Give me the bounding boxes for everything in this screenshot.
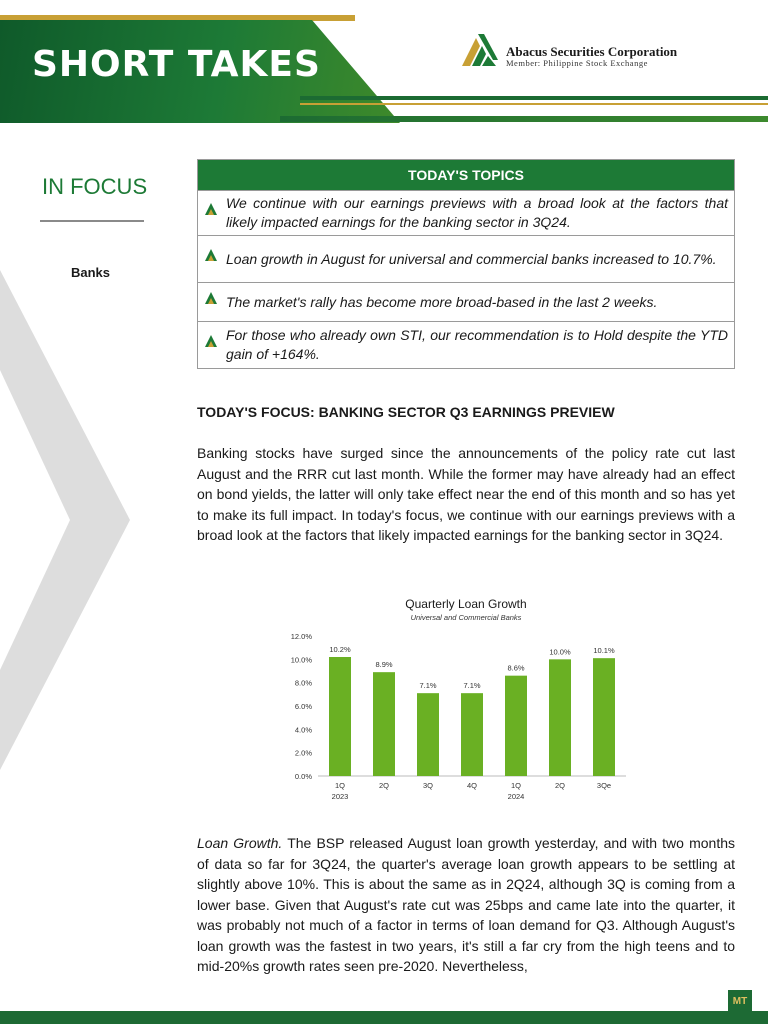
x-year-label: 2023: [331, 792, 349, 801]
topic-text: The market's rally has become more broad-based in the last 2 weeks.: [226, 293, 658, 310]
bar: [417, 693, 439, 776]
bullet-icon: [204, 334, 218, 348]
footer-logo: MT: [728, 990, 752, 1014]
sidebar-topic: Banks: [71, 265, 111, 280]
x-tick-label: 2Q: [554, 781, 566, 790]
section-heading: IN FOCUS: [42, 174, 148, 199]
y-tick-label: 10.0%: [290, 655, 312, 665]
company-name: Abacus Securities Corporation: [506, 44, 678, 59]
header-rule-gold: [300, 103, 768, 105]
data-label: 10.2%: [329, 645, 351, 654]
topic-item: [198, 190, 734, 235]
data-label: 10.0%: [549, 647, 571, 657]
bar: [329, 657, 351, 776]
focus-heading: TODAY'S FOCUS: BANKING SECTOR Q3 EARNINGS PREVIEW: [197, 404, 615, 420]
bullet-icon: [204, 248, 218, 262]
bar: [373, 672, 395, 776]
x-tick-label: 3Q: [422, 781, 434, 790]
loan-growth-chart: [270, 592, 650, 810]
chart-title: Quarterly Loan Growth: [405, 597, 527, 611]
section-divider: [40, 220, 144, 222]
x-tick-label: 1Q: [334, 781, 346, 790]
y-tick-label: 6.0%: [294, 702, 312, 711]
decorative-chevron: [0, 270, 130, 770]
bar: [505, 676, 527, 776]
x-tick-label: 3Qe: [596, 781, 612, 790]
topic-text: For those who already own STI, our recommendation is to Hold despite the YTD gain of +164%.: [226, 327, 728, 362]
data-label: 7.1%: [463, 681, 481, 691]
bar: [593, 658, 615, 776]
focus-paragraph: Banking stocks have surged since the announcements of the policy rate cut last August and the RRR cut last month. While the former may have already had an effect on bond yields, the latter will only take effect near the end of this month and so has yet to make its full impact. In today's focus, we continue with our earnings previews with a broad look at the factors that likely impacted earnings for the banking sector in 3Q24.: [197, 445, 735, 543]
topics-heading: TODAY'S TOPICS: [198, 160, 734, 190]
y-tick-label: 2.0%: [294, 748, 312, 758]
chart-subtitle: Universal and Commercial Banks: [410, 613, 522, 622]
bar: [461, 693, 483, 776]
data-label: 10.1%: [593, 646, 615, 656]
loan-growth-paragraph: [197, 833, 735, 977]
y-tick-label: 4.0%: [294, 725, 312, 735]
topic-item: [198, 321, 734, 368]
y-tick-label: 12.0%: [290, 632, 312, 641]
company-membership: Member: Philippine Stock Exchange: [506, 58, 648, 68]
header-rule-bottom: [280, 116, 768, 122]
y-tick-label: 8.0%: [294, 678, 312, 688]
header-rule-green: [300, 96, 768, 100]
page-title: SHORT TAKES: [32, 44, 321, 85]
bar: [549, 659, 571, 776]
paragraph-lead: Loan Growth.: [197, 835, 283, 851]
topic-text: We continue with our earnings previews with a broad look at the factors that likely impacted earnings for the banking sector in 3Q24.: [226, 195, 728, 230]
x-year-label: 2024: [507, 792, 525, 801]
topic-text: Loan growth in August for universal and commercial banks increased to 10.7%.: [226, 250, 717, 267]
topics-table: [197, 159, 735, 369]
data-label: 7.1%: [419, 681, 437, 691]
x-tick-label: 4Q: [466, 781, 478, 790]
bullet-icon: [204, 291, 218, 305]
paragraph-body: The BSP released August loan growth yesterday, and with two months of data so far for 3Q24, the quarter's average loan growth appears to be settling at slightly above 10%. This is about the same as in 2Q24, although 3Q is coming from a lower base. Given that August's rate cut was 25bps and came late into the quarter, it was probably not much of a factor in terms of loan demand for Q3. Although August's loan growth was the fastest in two years, it's still a far cry from the high teens and to mid-20%s growth rates seen pre-2020. Nevertheless,: [197, 835, 735, 974]
footer-bar: [0, 1011, 768, 1024]
bullet-icon: [204, 202, 218, 216]
topic-item: [198, 235, 734, 282]
data-label: 8.6%: [507, 663, 525, 673]
x-tick-label: 1Q: [510, 781, 522, 790]
topic-item: [198, 282, 734, 321]
y-tick-label: 0.0%: [294, 772, 312, 781]
abacus-logo-icon: [460, 30, 500, 70]
x-tick-label: 2Q: [378, 781, 390, 790]
data-label: 8.9%: [375, 660, 393, 670]
